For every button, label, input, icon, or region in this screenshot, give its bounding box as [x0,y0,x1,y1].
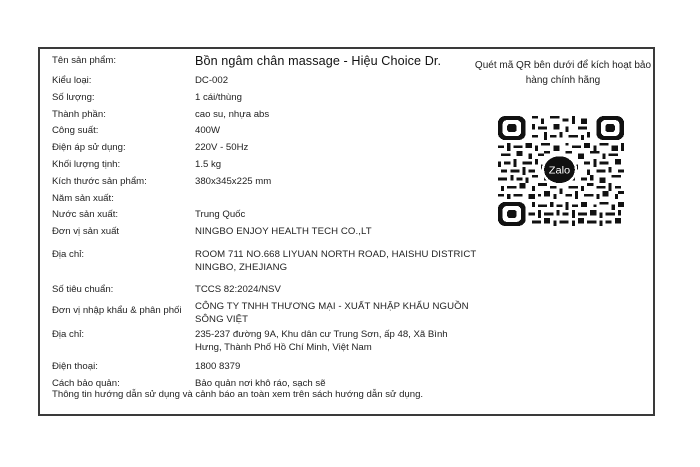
field-label: Năm sản xuất: [52,192,114,204]
field-label: Đơn vị sản xuất [52,226,120,238]
field-label: Điện thoại: [52,360,98,372]
field-material [52,108,492,121]
field-value: 1.5 kg [195,158,222,170]
field-value: CÔNG TY TNHH THƯƠNG MẠI - XUẤT NHẬP KHẨU NGUỒN SÔNG VIỆT [195,300,469,325]
zalo-logo-icon: Zalo [548,165,571,177]
field-label: Thành phần: [52,108,106,120]
field-label: Đơn vị nhập khẩu & phân phối [52,304,182,316]
field-value: Bảo quản nơi khô ráo, sạch sẽ [195,377,326,389]
product-name: Bồn ngâm chân massage - Hiệu Choice Dr. [195,54,442,68]
field-standard-number [52,283,492,296]
product-label [38,47,655,416]
field-value: 400W [195,125,221,137]
field-value: DC-002 [195,75,229,86]
field-manufacture-year [52,192,492,205]
field-value: TCCS 82:2024/NSV [195,284,281,296]
qr-instruction: Quét mã QR bên dưới để kích hoạt bảo hàng chính hãng [474,60,652,86]
field-phone [52,360,492,373]
field-importer [52,300,492,326]
field-value: 1800 8379 [195,360,241,372]
field-label: Công suất: [52,125,99,137]
field-value: 1 cái/thùng [195,91,242,103]
field-manufacturer [52,225,492,238]
field-label: Điện áp sử dụng: [52,142,126,154]
field-value: NINGBO ENJOY HEALTH TECH CO.,LT [195,226,372,238]
field-dimensions [52,175,492,188]
field-value: ROOM 711 NO.668 LIYUAN NORTH ROAD, HAISHU DISTRICT NINGBO, ZHEJIANG [195,249,477,274]
field-label: Địa chỉ: [52,328,84,340]
field-label: Kích thước sản phẩm: [52,175,147,187]
field-origin-country [52,208,492,221]
usage-safety-note: Thông tin hướng dẫn sử dụng và cảnh báo an toàn xem trên sách hướng dẫn sử dụng. [52,388,424,400]
field-importer-address [52,328,492,354]
field-label: Kiểu loại: [52,75,92,86]
product-info-table [52,53,492,401]
field-voltage [52,141,492,154]
field-value: 380x345x225 mm [195,175,272,187]
field-label: Số lượng: [52,91,95,103]
field-manufacturer-address [52,248,492,274]
field-storage [52,377,492,390]
field-label: Khối lượng tịnh: [52,158,121,170]
field-label: Địa chỉ: [52,249,84,261]
field-value: 235-237 đường 9A, Khu dân cư Trung Sơn, ấp 48, Xã Bình Hưng, Thành Phố Hồ Chí Minh, Việt Nam [195,328,448,353]
field-value: Trung Quốc [195,209,246,221]
qr-code-icon[interactable] [498,116,624,226]
field-power [52,124,492,137]
field-label: Nước sản xuất: [52,209,119,221]
field-value: 220V - 50Hz [195,142,249,154]
field-value [195,192,492,205]
field-model [52,74,492,87]
field-label: Cách bảo quản: [52,377,120,389]
field-label: Tên sản phẩm: [52,55,116,66]
field-value: cao su, nhựa abs [195,108,270,120]
field-quantity [52,91,492,104]
field-label: Số tiêu chuẩn: [52,284,114,296]
field-net-weight [52,158,492,171]
field-product-name [52,53,492,69]
